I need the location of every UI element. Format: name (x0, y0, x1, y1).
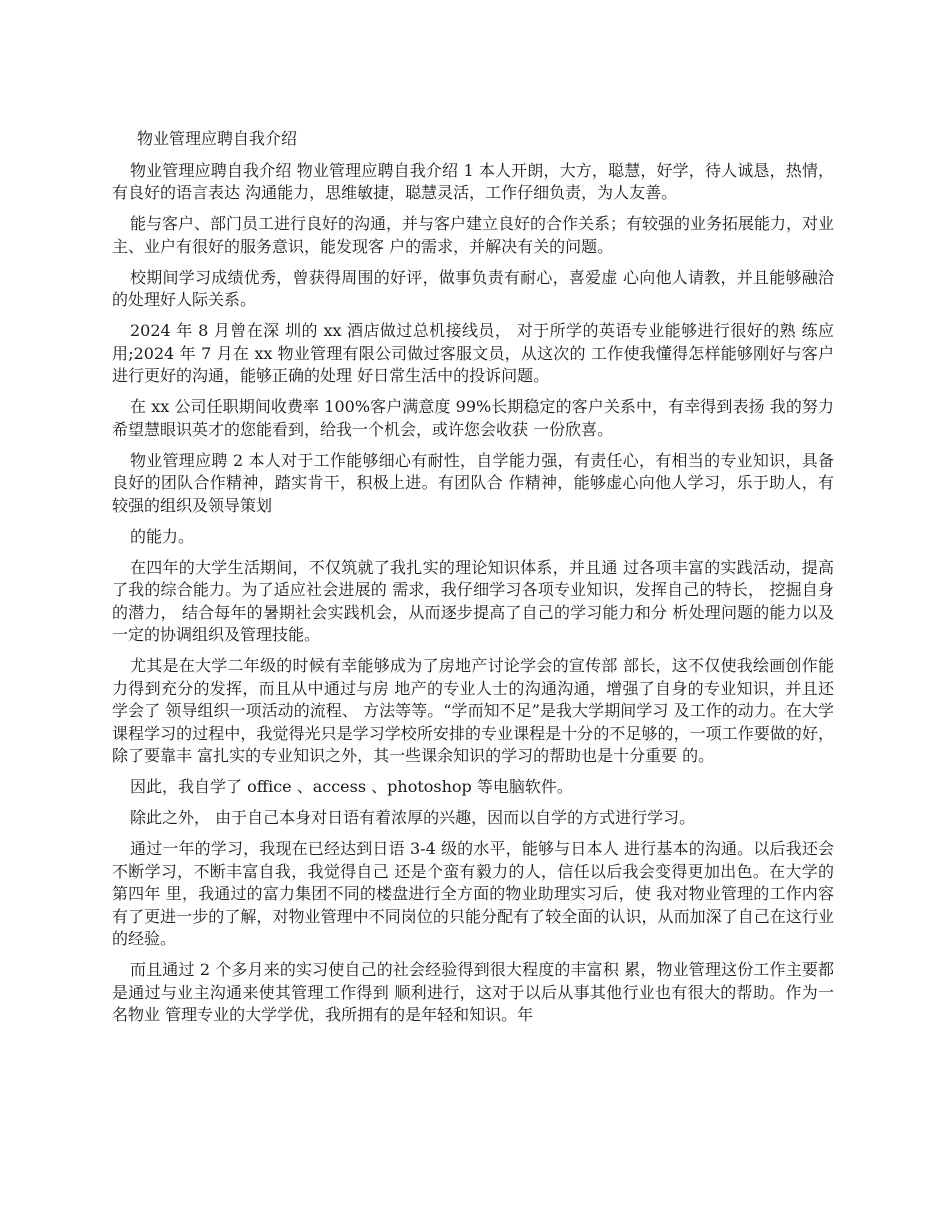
paragraph: 而且通过 2 个多月来的实习使自己的社会经验得到很大程度的丰富积 累，物业管理这份工作主要都是通过与业主沟通来使其管理工作得到 顺利进行，这对于以后从事其他行业也有很大的帮助。作为一名物业 管理专业的大学学优，我所拥有的是年轻和知识。年 (112, 960, 834, 1024)
paragraph: 通过一年的学习，我现在已经达到日语 3-4 级的水平，能够与日本人 进行基本的沟通。以后我还会不断学习，不断丰富自我，我觉得自己 还是个蛮有毅力的人，信任以后我会变得更加出色。在大学的第四年 里，我通过的富力集团不同的楼盘进行全方面的物业助理实习后，使 我对物业管理的工作内容有了更进一步的了解，对物业管理中不同岗位的只能分配有了较全面的认识，从而加深了自己在这行业的经验。 (112, 839, 834, 948)
paragraph: 因此，我自学了 office 、access 、photoshop 等电脑软件。 (130, 777, 573, 796)
paragraph: 的能力。 (130, 526, 195, 546)
paragraph: 除此之外， 由于自己本身对日语有着浓厚的兴趣，因而以自学的方式进行学习。 (130, 808, 696, 827)
paragraph: 能与客户、部门员工进行良好的沟通，并与客户建立良好的合作关系；有较强的业务拓展能力，对业主、业户有很好的服务意识，能发现客 户的需求，并解决有关的问题。 (112, 214, 835, 256)
paragraph: 物业管理应聘 2 本人对于工作能够细心有耐性，自学能力强，有责任心，有相当的专业知识，具备良好的团队合作精神，踏实肯干，积极上进。有团队合 作精神，能够虚心向他人学习，乐于助人，有较强的组织及领导策划 (112, 450, 834, 515)
paragraph: 2024 年 8 月曾在深 圳的 xx 酒店做过总机接线员， 对于所学的英语专业能够进行很好的熟 练应用;2024 年 7 月在 xx 物业管理有限公司做过客服文员，从这次的 工作使我懂得怎样能够刚好与客户进行更好的沟通，能够正确的处理 好日常生活中的投诉问题。 (112, 321, 834, 385)
paragraph: 在 xx 公司任职期间收费率 100%客户满意度 99%长期稳定的客户关系中，有幸得到表扬 我的努力希望慧眼识英才的您能看到，给我一个机会，或许您会收获 一份欣喜。 (112, 397, 834, 439)
document-page (112, 128, 834, 1035)
paragraph: 在四年的大学生活期间，不仅筑就了我扎实的理论知识体系，并且通 过各项丰富的实践活动，提高了我的综合能力。为了适应社会进展的 需求，我仔细学习各项专业知识，发挥自己的特长， 挖掘自身的潜力， 结合每年的暑期社会实践机会，从而逐步提高了自己的学习能力和分 析处理问题的能力以及一定的协调组织及管理技能。 (112, 557, 834, 644)
paragraph: 尤其是在大学二年级的时候有幸能够成为了房地产讨论学会的宣传部 部长，这不仅使我绘画创作能力得到充分的发挥，而且从中通过与房 地产的专业人士的沟通沟通，增强了自身的专业知识，并且还学会了 领导组织一项活动的流程、 方法等等。“学而知不足”是我大学期间学习 及工作的动力。在大学课程学习的过程中，我觉得光只是学习学校所安排的专业课程是十分的不足够的，一项工作要做的好，除了要靠丰 富扎实的专业知识之外，其一些课余知识的学习的帮助也是十分重要 的。 (112, 656, 834, 765)
paragraph: 校期间学习成绩优秀，曾获得周围的好评，做事负责有耐心，喜爱虚 心向他人请教，并且能够融洽的处理好人际关系。 (112, 267, 834, 309)
paragraph: 物业管理应聘自我介绍 物业管理应聘自我介绍 1 本人开朗，大方，聪慧，好学，待人诚恳，热情，有良好的语言表达 沟通能力，思维敏捷，聪慧灵活，工作仔细负责，为人友善。 (112, 160, 834, 202)
document-title: 物业管理应聘自我介绍 (137, 129, 298, 148)
